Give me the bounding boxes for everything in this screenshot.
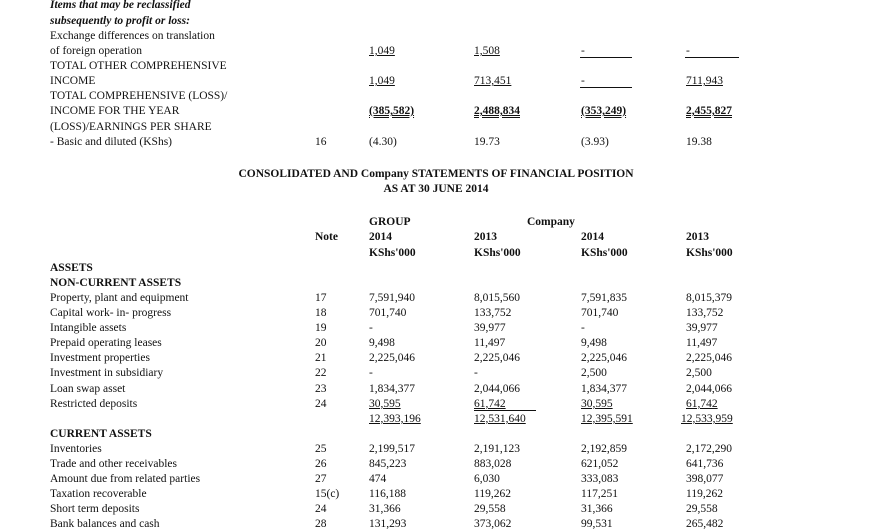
col-company-2014-year: 2014 bbox=[581, 231, 604, 243]
non-current-assets-heading: NON-CURRENT ASSETS bbox=[50, 277, 182, 289]
nca-row-label: Investment in subsidiary bbox=[50, 367, 164, 379]
ca-row-value: 119,262 bbox=[474, 488, 511, 500]
ca-row-value: 29,558 bbox=[686, 503, 718, 515]
nca-row-value: 11,497 bbox=[474, 337, 506, 349]
oci-row-fx-label-line2: of foreign operation bbox=[50, 45, 142, 57]
ca-row-note: 26 bbox=[315, 458, 327, 470]
nca-row-value: 9,498 bbox=[581, 337, 607, 349]
ca-row-label: Inventories bbox=[50, 443, 102, 455]
oci-row-eps-group-2014: (4.30) bbox=[369, 136, 397, 148]
col-company-2013-year: 2013 bbox=[686, 231, 709, 243]
nca-row-value: 2,225,046 bbox=[369, 352, 415, 364]
oci-row-total-oci-group-2014: 1,049 bbox=[369, 75, 395, 87]
ca-row-value: 2,172,290 bbox=[686, 443, 732, 455]
oci-fx-company-2013-rule bbox=[685, 57, 739, 58]
ca-row-note: 28 bbox=[315, 518, 327, 530]
nca-row-note: 19 bbox=[315, 322, 327, 334]
ca-row-value: 2,191,123 bbox=[474, 443, 520, 455]
col-company-2013-unit: KShs'000 bbox=[686, 247, 733, 259]
nca-row-value: - bbox=[369, 367, 373, 379]
ca-row-value: 116,188 bbox=[369, 488, 406, 500]
oci-row-total-ci-group-2013: 2,488,834 bbox=[474, 105, 520, 117]
oci-row-fx-company-2014: - bbox=[581, 45, 585, 57]
nca-row-note: 20 bbox=[315, 337, 327, 349]
oci-row-eps-label-line1: (LOSS)/EARNINGS PER SHARE bbox=[50, 121, 212, 133]
oci-row-total-oci-label-line1: TOTAL OTHER COMPREHENSIVE bbox=[50, 60, 227, 72]
oci-row-total-ci-company-2014: (353,249) bbox=[581, 105, 627, 117]
nca-total-value: 12,531,640 bbox=[474, 413, 526, 425]
oci-heading-line1: Items that may be reclassified bbox=[50, 0, 191, 11]
ca-row-note: 25 bbox=[315, 443, 327, 455]
oci-row-eps-company-2014: (3.93) bbox=[581, 136, 609, 148]
ca-row-value: 265,482 bbox=[686, 518, 724, 530]
ca-row-value: 29,558 bbox=[474, 503, 506, 515]
ca-row-value: 131,293 bbox=[369, 518, 407, 530]
current-assets-heading: CURRENT ASSETS bbox=[50, 428, 152, 440]
ca-row-value: 31,366 bbox=[581, 503, 613, 515]
ca-row-value: 2,192,859 bbox=[581, 443, 627, 455]
nca-total-value: 12,395,591 bbox=[581, 413, 633, 425]
nca-row-value: 701,740 bbox=[369, 307, 407, 319]
nca-row-note: 18 bbox=[315, 307, 327, 319]
ca-row-note: 15(c) bbox=[315, 488, 340, 500]
nca-row-note: 21 bbox=[315, 352, 327, 364]
ca-row-value: 6,030 bbox=[474, 473, 500, 485]
ca-row-label: Trade and other receivables bbox=[50, 458, 177, 470]
nca-row-note: 17 bbox=[315, 292, 327, 304]
nca-row-value: - bbox=[474, 367, 478, 379]
oci-row-total-oci-company-2013: 711,943 bbox=[686, 75, 723, 87]
oci-row-total-ci-label-line1: TOTAL COMPREHENSIVE (LOSS)/ bbox=[50, 90, 228, 102]
statement-title-line1: CONSOLIDATED AND Company STATEMENTS OF FINANCIAL POSITION bbox=[238, 168, 634, 180]
statement-title-line2: AS AT 30 JUNE 2014 bbox=[383, 183, 489, 195]
ca-row-value: 621,052 bbox=[581, 458, 619, 470]
nca-row-value: 2,225,046 bbox=[581, 352, 627, 364]
nca-row-value: 133,752 bbox=[686, 307, 724, 319]
ca-row-value: 31,366 bbox=[369, 503, 401, 515]
nca-total-value: 12,533,959 bbox=[681, 413, 733, 425]
assets-heading: ASSETS bbox=[50, 262, 93, 274]
oci-heading-line2: subsequently to profit or loss: bbox=[50, 15, 190, 27]
nca-row-value: 2,500 bbox=[581, 367, 607, 379]
nca-row-label: Loan swap asset bbox=[50, 383, 126, 395]
nca-row-value: 9,498 bbox=[369, 337, 395, 349]
nca-row-value: 8,015,379 bbox=[686, 292, 732, 304]
ca-row-value: 2,199,517 bbox=[369, 443, 415, 455]
nca-row-value: - bbox=[369, 322, 373, 334]
company-header: Company bbox=[527, 216, 575, 228]
nca-row-value: 11,497 bbox=[686, 337, 718, 349]
nca-row-label: Investment properties bbox=[50, 352, 150, 364]
nca-row-value: 2,225,046 bbox=[474, 352, 520, 364]
col-group-2013-year: 2013 bbox=[474, 231, 497, 243]
nca-total-value: 12,393,196 bbox=[369, 413, 421, 425]
col-group-2014-unit: KShs'000 bbox=[369, 247, 416, 259]
ca-row-value: 119,262 bbox=[686, 488, 723, 500]
oci-row-total-ci-group-2014: (385,582) bbox=[369, 105, 415, 117]
nca-row-note: 22 bbox=[315, 367, 327, 379]
nca-row-note: 23 bbox=[315, 383, 327, 395]
ca-row-label: Bank balances and cash bbox=[50, 518, 160, 530]
nca-row-note: 24 bbox=[315, 398, 327, 410]
nca-row-value: 2,500 bbox=[686, 367, 712, 379]
oci-row-total-ci-label-line2: INCOME FOR THE YEAR bbox=[50, 105, 180, 117]
oci-row-fx-company-2013: - bbox=[686, 45, 690, 57]
note-header: Note bbox=[315, 231, 338, 243]
nca-row-value: 2,044,066 bbox=[686, 383, 732, 395]
oci-row-fx-label-line1: Exchange differences on translation bbox=[50, 30, 215, 42]
oci-row-total-oci-label-line2: INCOME bbox=[50, 75, 96, 87]
nca-row-value: 61,742 bbox=[686, 398, 718, 410]
oci-row-eps-company-2013: 19.38 bbox=[686, 136, 712, 148]
nca-row-value: 2,044,066 bbox=[474, 383, 520, 395]
nca-row-value: 2,225,046 bbox=[686, 352, 732, 364]
nca-row-value: 39,977 bbox=[474, 322, 506, 334]
ca-row-label: Amount due from related parties bbox=[50, 473, 201, 485]
ca-row-value: 641,736 bbox=[686, 458, 724, 470]
ca-row-label: Short term deposits bbox=[50, 503, 140, 515]
nca-row-value: 1,834,377 bbox=[369, 383, 415, 395]
ca-row-value: 333,083 bbox=[581, 473, 619, 485]
oci-row-fx-group-2014: 1,049 bbox=[369, 45, 395, 57]
nca-row-label: Capital work- in- progress bbox=[50, 307, 172, 319]
nca-row-value: - bbox=[581, 322, 585, 334]
oci-row-total-ci-company-2013: 2,455,827 bbox=[686, 105, 732, 117]
col-group-2013-unit: KShs'000 bbox=[474, 247, 521, 259]
ca-row-value: 117,251 bbox=[581, 488, 618, 500]
oci-row-total-oci-group-2013: 713,451 bbox=[474, 75, 512, 87]
nca-row-value: 8,015,560 bbox=[474, 292, 520, 304]
nca-row-value: 61,742 bbox=[474, 398, 506, 410]
ca-row-note: 24 bbox=[315, 503, 327, 515]
group-header: GROUP bbox=[369, 216, 411, 228]
oci-fx-company-2014-rule bbox=[580, 57, 632, 58]
nca-row-value: 7,591,940 bbox=[369, 292, 415, 304]
nca-subtotal-rule bbox=[474, 410, 536, 411]
nca-row-value: 133,752 bbox=[474, 307, 512, 319]
nca-row-value: 1,834,377 bbox=[581, 383, 627, 395]
ca-row-value: 474 bbox=[369, 473, 387, 485]
oci-row-total-oci-company-2014: - bbox=[581, 75, 585, 87]
nca-row-value: 39,977 bbox=[686, 322, 718, 334]
ca-row-value: 398,077 bbox=[686, 473, 724, 485]
ca-row-value: 373,062 bbox=[474, 518, 512, 530]
ca-row-value: 845,223 bbox=[369, 458, 407, 470]
oci-row-eps-note: 16 bbox=[315, 136, 327, 148]
nca-row-value: 7,591,835 bbox=[581, 292, 627, 304]
ca-row-value: 99,531 bbox=[581, 518, 613, 530]
col-company-2014-unit: KShs'000 bbox=[581, 247, 628, 259]
ca-row-label: Taxation recoverable bbox=[50, 488, 147, 500]
ca-row-note: 27 bbox=[315, 473, 327, 485]
nca-row-value: 30,595 bbox=[369, 398, 401, 410]
oci-row-fx-group-2013: 1,508 bbox=[474, 45, 500, 57]
nca-row-label: Intangible assets bbox=[50, 322, 127, 334]
ca-row-value: 883,028 bbox=[474, 458, 512, 470]
oci-row-eps-group-2013: 19.73 bbox=[474, 136, 500, 148]
oci-row-eps-label-line2: - Basic and diluted (KShs) bbox=[50, 136, 173, 148]
nca-row-label: Property, plant and equipment bbox=[50, 292, 189, 304]
nca-row-label: Restricted deposits bbox=[50, 398, 138, 410]
nca-row-label: Prepaid operating leases bbox=[50, 337, 162, 349]
col-group-2014-year: 2014 bbox=[369, 231, 392, 243]
nca-row-value: 30,595 bbox=[581, 398, 613, 410]
oci-total-company-2014-rule bbox=[580, 87, 632, 88]
nca-row-value: 701,740 bbox=[581, 307, 619, 319]
